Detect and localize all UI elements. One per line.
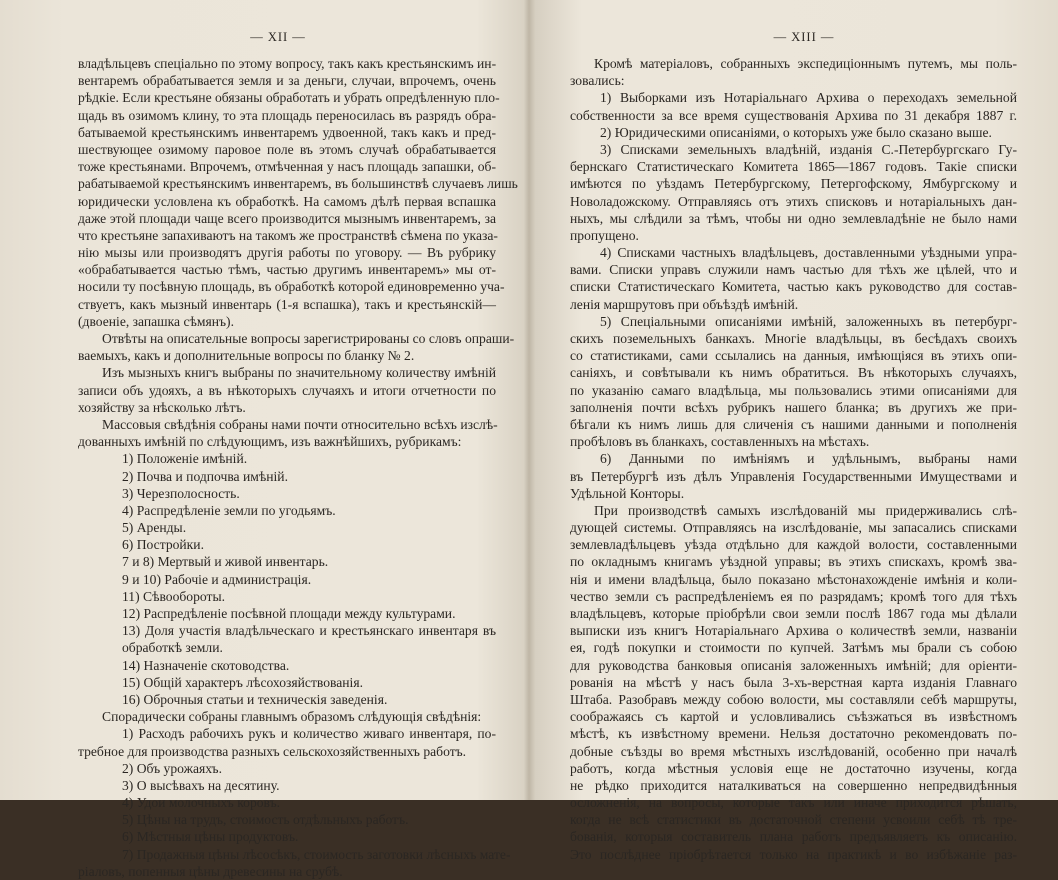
text-line: владѣльцевъ, которые пріобрѣли свои земли послѣ 1867 года мы дѣлали	[570, 606, 1017, 621]
text-line: 6) Мѣстныя цѣны продуктовъ.	[122, 829, 299, 845]
text-line: саніяхъ, и совѣтывали къ нимъ обратиться. Въ нѣкоторыхъ случаяхъ,	[570, 365, 1017, 381]
text-line: списки Статистическаго Комитета, частью какъ руководство для состав-	[570, 279, 1017, 295]
text-line: заполненія почти всѣхъ рубрикъ нашего бланка; въ другихъ же при-	[570, 399, 1017, 415]
text-line: 3) О высѣвахъ на десятину.	[122, 777, 280, 793]
text-line: требное для производства разныхъ сельскохозяйственныхъ работъ.	[78, 743, 467, 759]
text-line: пробѣловъ въ бланкахъ, составленныхъ на мѣстахъ.	[570, 434, 870, 450]
text-line: нію мызы или производятъ другія работы по уговору. — Въ рубрику	[78, 245, 496, 261]
text-line: бернскаго Статистическаго Комитета 1865—1867 годовъ. Такіе списки	[570, 159, 1017, 175]
text-line: ленія маршрутовъ при объѣздѣ имѣній.	[570, 296, 799, 312]
text-line: ствуетъ, какъ мызный инвентарь (1-я вспашка), такъ и крестьянскій—	[78, 296, 496, 312]
text-line: 3) Списками земельныхъ владѣній, изданія С.-Петербургскаго Гу-	[600, 141, 1017, 157]
text-line: 6) Постройки.	[122, 537, 204, 553]
text-line: щадь въ озимомъ клину, то эта площадь переносилась въ разрядъ обра-	[78, 107, 496, 123]
text-line: 15) Общій характеръ лѣсохозяйствованія.	[122, 674, 363, 690]
right-page-text	[570, 55, 1017, 863]
text-line: 1) Выборками изъ Нотаріальнаго Архива о переходахъ земельной	[600, 90, 1017, 106]
text-line: 13) Доля участія владѣльческаго и крестьянскаго инвентаря въ	[122, 623, 496, 639]
text-line: 5) Спеціальными описаніями имѣній, заложенныхъ въ петербург-	[600, 313, 1017, 329]
left-page-text	[78, 55, 518, 880]
text-line: что крестьяне запахиваютъ на такомъ же пространствѣ сѣмена по указа-	[78, 227, 498, 243]
text-line: со статистиками, сами ссылались на данныя, имѣющіяся въ этихъ опи-	[570, 348, 1017, 364]
text-line: рованія на мѣстѣ у насъ была 3-хъ-верстная карта изданія Главнаго	[570, 674, 1017, 690]
text-line: бованія, которыя составитель плана работъ предъявляетъ къ описанію.	[570, 829, 1017, 845]
text-line: добные съѣзды во время мѣстныхъ изслѣдованій, особенно при началѣ	[570, 743, 1017, 759]
text-line: вентаремъ обрабатывается земля и за деньги, случаи, впрочемъ, очень	[78, 73, 496, 89]
text-line: Изъ мызныхъ книгъ выбраны по значительному количеству имѣній	[102, 365, 496, 381]
text-line: дующей системы. Отправляясь на изслѣдованіе, мы запасались списками	[570, 520, 1017, 536]
text-line: когда не всѣ статистики въ достаточной степени усвоили себѣ тѣ тре-	[570, 812, 1017, 828]
text-line: записи объ удояхъ, а въ нѣкоторыхъ случаяхъ и итоги отчетности по	[78, 382, 496, 398]
text-line: шествующее озимому паровое поле въ этомъ случаѣ обрабатывается	[78, 141, 496, 157]
text-line: 16) Оброчныя статьи и техническія заведенія.	[122, 691, 388, 707]
text-line: нія и имени владѣльца, было показано мѣстонахожденіе имѣнія и коли-	[570, 571, 1017, 587]
text-line: Новоладожскому. Отправляясь отъ этихъ списковъ и нотаріальныхъ дан-	[570, 193, 1017, 209]
text-line: дованныхъ имѣній по слѣдующимъ, изъ важнѣйшихъ, рубрикамъ:	[78, 434, 462, 450]
text-line: чество земли съ распредѣленіемъ ея по разрядамъ; кромѣ того для тѣхъ	[570, 588, 1017, 604]
text-line: (двоеніе, запашка сѣмянъ).	[78, 313, 234, 329]
text-line: 14) Назначеніе скотоводства.	[122, 657, 290, 673]
text-line: Это послѣднее пріобрѣтается только на практикѣ и во избѣжаніе раз-	[570, 846, 1017, 862]
text-line: Спорадически собраны главнымъ образомъ слѣдующія свѣдѣнія:	[102, 709, 482, 725]
text-line: «обрабатывается частью тѣмъ, частью другимъ инвентаремъ» мы от-	[78, 262, 496, 278]
text-line: имѣются по уѣздамъ Петербургскому, Петергофскому, Ямбургскому и	[570, 176, 1017, 192]
text-line: пропущено.	[570, 227, 639, 243]
text-line: 12) Распредѣленіе посѣвной площади между культурами.	[122, 606, 456, 621]
text-line: тоже крестьянами. Впрочемъ, отмѣченная у насъ площадь запашки, об-	[78, 159, 496, 175]
text-line: по указанію самаго владѣльца, мы пользовались этими описаніями для	[570, 382, 1017, 398]
text-line: 5) Аренды.	[122, 520, 187, 536]
text-line: вами. Списки управъ служили намъ частью для тѣхъ же цѣлей, что и	[570, 262, 1017, 278]
text-line: даже этой площади чаще всего производится мызнымъ инвентаремъ, за	[78, 210, 496, 226]
text-line: не рѣдко приходится наталкиваться на совершенно непредвидѣнныя	[570, 777, 1017, 793]
text-line: бѣгали къ нимъ лишь для сличенія съ нашими данными и пополненія	[570, 416, 1017, 432]
text-line: 2) Объ урожаяхъ.	[122, 760, 222, 776]
text-line: 6) Данными по имѣніямъ и удѣльнымъ, выбраны нами	[600, 451, 1017, 467]
text-line: скихъ поземельныхъ банкахъ. Многіе владѣльцы, въ бесѣдахъ своихъ	[570, 331, 1017, 346]
text-line: 3) Черезполосность.	[122, 485, 240, 501]
text-line: хозяйству за нѣсколько лѣтъ.	[78, 399, 246, 415]
right-page-number: — XIII —	[773, 30, 835, 44]
text-line: 9 и 10) Рабочіе и администрація.	[122, 571, 312, 587]
text-line: въ Петербургѣ изъ дѣлъ Управленія Государственными Имуществами и	[570, 468, 1017, 484]
text-line: Массовыя свѣдѣнія собраны нами почти относительно всѣхъ изслѣ-	[102, 416, 498, 432]
text-line: Штаба. Разобравъ между собою волости, мы составляли себѣ маршруты,	[570, 691, 1017, 707]
text-line: зовались:	[570, 73, 625, 89]
text-line: мѣстѣ, къ извѣстному времени. Нельзя достаточно рекомендовать по-	[570, 726, 1017, 742]
text-line: Кромѣ матеріаловъ, собранныхъ экспедиціоннымъ путемъ, мы поль-	[594, 56, 1017, 71]
text-line: батываемой крестьянскимъ инвентаремъ удвоенной, такъ какъ и пред-	[78, 124, 496, 140]
text-line: Удѣльной Конторы.	[570, 485, 685, 501]
text-line: 2) Почва и подпочва имѣній.	[122, 468, 288, 484]
text-line: 4) Списками частныхъ владѣльцевъ, доставленными уѣздными упра-	[600, 245, 1017, 261]
text-line: 4) Распредѣленіе земли по угодьямъ.	[122, 502, 336, 518]
text-line: ея, годѣ покупки и стоимости по купчей. Затѣмъ мы брали съ собою	[570, 640, 1017, 656]
text-line: владѣльцевъ спеціально по этому вопросу, такъ какъ крестьянскимъ ин-	[78, 56, 497, 71]
text-line: носили ту посѣвную площадь, въ обработкѣ которой единовременно уча-	[78, 279, 505, 295]
text-line: 11) Сѣвообороты.	[122, 588, 225, 604]
text-line: по окладнымъ книгамъ уѣздной управы; въ этихъ спискахъ, кромѣ зва-	[570, 554, 1017, 570]
text-line: 2) Юридическими описаніями, о которыхъ уже было сказано выше.	[600, 124, 992, 140]
text-line: землевладѣльцевъ уѣзда отдѣльно для каждой волости, составленными	[570, 537, 1017, 553]
text-line: для руководства банковыя описанія заложенныхъ имѣній; для оріенти-	[570, 657, 1017, 673]
text-line: ваемыхъ, какъ и дополнительные вопросы по бланку № 2.	[78, 348, 415, 364]
text-line: обработкѣ земли.	[122, 640, 223, 656]
text-line: соображаясь съ картой и условливались съѣзжаться въ извѣстномъ	[570, 709, 1017, 725]
text-line: 7) Продажныя цѣны лѣсосѣкъ, стоимость заготовки лѣсныхъ мате-	[122, 846, 511, 862]
text-line: рабатываемой крестьянскимъ инвентаремъ, въ большинствѣ случаевъ лишь	[78, 176, 518, 192]
text-line: осложненія, на вопросы, которые такъ или иначе приходится рѣшать,	[570, 795, 1017, 811]
text-line: 1) Положеніе имѣній.	[122, 451, 248, 467]
text-line: собственности за все время существованія Архива по 31 декабря 1887 г.	[570, 107, 1017, 123]
text-line: работъ, когда мѣстныя условія еще не достаточно изучены, когда	[570, 760, 1017, 776]
text-line: юридически условлена къ обработкѣ. На самомъ дѣлѣ первая вспашка	[78, 193, 496, 209]
text-line: Отвѣты на описательные вопросы зарегистрированы со словъ опраши-	[102, 331, 515, 346]
left-page-number: — XII —	[250, 30, 306, 44]
text-line: ріаловъ, попенныя цѣны древесины на срубѣ.	[78, 863, 343, 879]
text-line: 7 и 8) Мертвый и живой инвентарь.	[122, 554, 329, 570]
text-line: При производствѣ самыхъ изслѣдованій мы придерживались слѣ-	[594, 502, 1017, 518]
text-line: выписки изъ книгъ Нотаріальнаго Архива о количествѣ земли, названіи	[570, 623, 1017, 639]
text-line: рѣдкіе. Если крестьяне обязаны обработать и убрать опредѣленную пло-	[78, 90, 500, 106]
text-line: 4) Удои молочныхъ коровъ.	[122, 795, 281, 811]
text-line: 1) Расходъ рабочихъ рукъ и количество живаго инвентаря, по-	[122, 726, 496, 742]
text-line: 5) Цѣны на трудъ, стоимость отдѣльныхъ работъ.	[122, 812, 409, 828]
text-line: ныхъ, мы слѣдили за тѣмъ, чтобы ни одно землевладѣніе не было нами	[570, 210, 1017, 226]
